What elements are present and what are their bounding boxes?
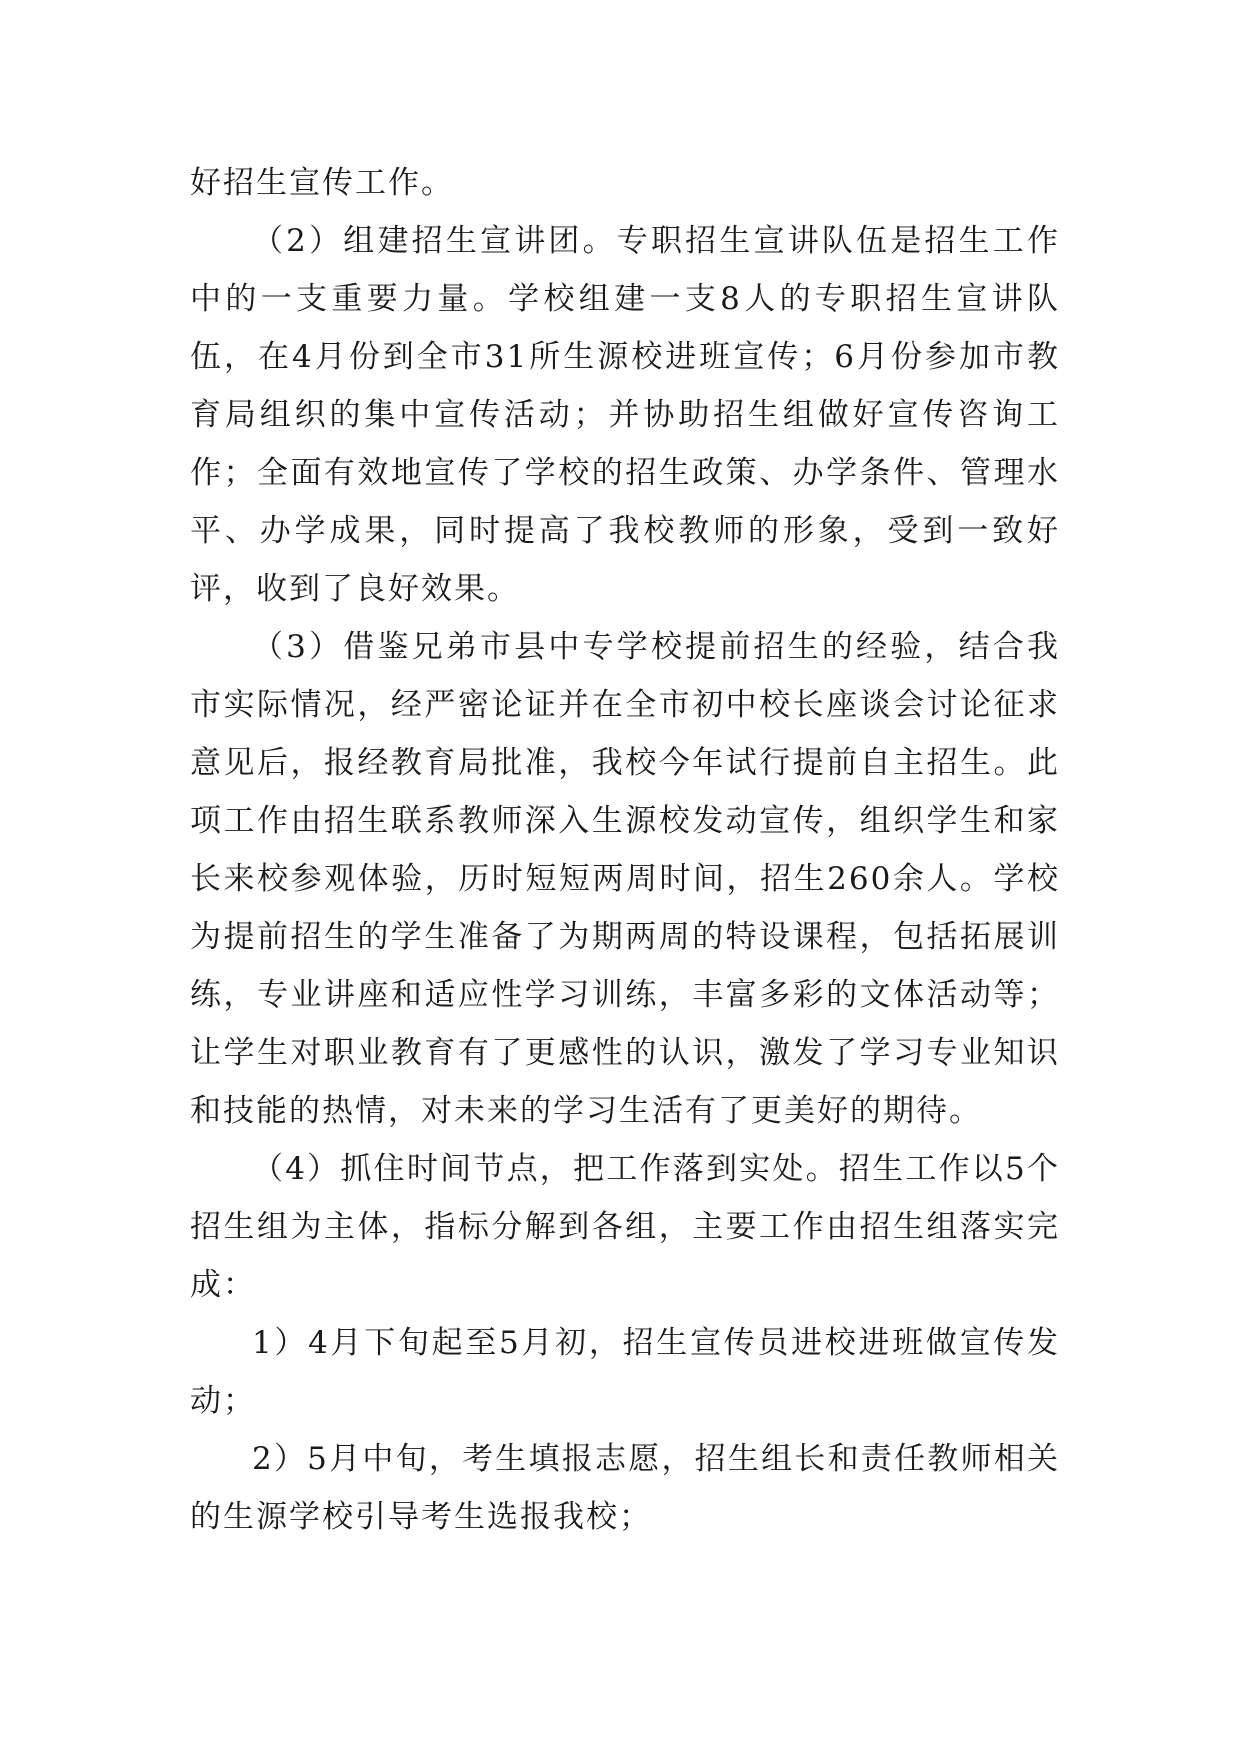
list-item-step-1: 1）4月下旬起至5月初，招生宣传员进校进班做宣传发动； — [190, 1325, 1060, 1419]
paragraph-early-enrollment: （3）借鉴兄弟市县中专学校提前招生的经验，结合我市实际情况，经严密论证并在全市初中校长座谈会讨论征求意见后，报经教育局批准，我校今年试行提前自主招生。此项工作由招生联系教师深入生源校发动宣传，组织学生和家长来校参观体验，历时短短两周时间，招生260余人。学校为提前招生的学生准备了为期两周的特设课程，包括拓展训练，专业讲座和适应性学习训练，丰富多彩的文体活动等；让学生对职业教育有了更感性的认识，激发了学习专业知识和技能的热情，对未来的学习生活有了更美好的期待。 — [190, 629, 1060, 1129]
paragraph-continuation: 好招生宣传工作。 — [190, 165, 454, 201]
paragraph-time-nodes: （4）抓住时间节点，把工作落到实处。招生工作以5个招生组为主体，指标分解到各组，主要工作由招生组落实完成： — [190, 1151, 1060, 1303]
paragraph-recruitment-team: （2）组建招生宣讲团。专职招生宣讲队伍是招生工作中的一支重要力量。学校组建一支8人的专职招生宣讲队伍，在4月份到全市31所生源校进班宣传；6月份参加市教育局组织的集中宣传活动；并协助招生组做好宣传咨询工作；全面有效地宣传了学校的招生政策、办学条件、管理水平、办学成果，同时提高了我校教师的形象，受到一致好评，收到了良好效果。 — [190, 223, 1060, 607]
list-item-step-2: 2）5月中旬，考生填报志愿，招生组长和责任教师相关的生源学校引导考生选报我校； — [190, 1441, 1060, 1535]
document-body — [190, 154, 1060, 1546]
